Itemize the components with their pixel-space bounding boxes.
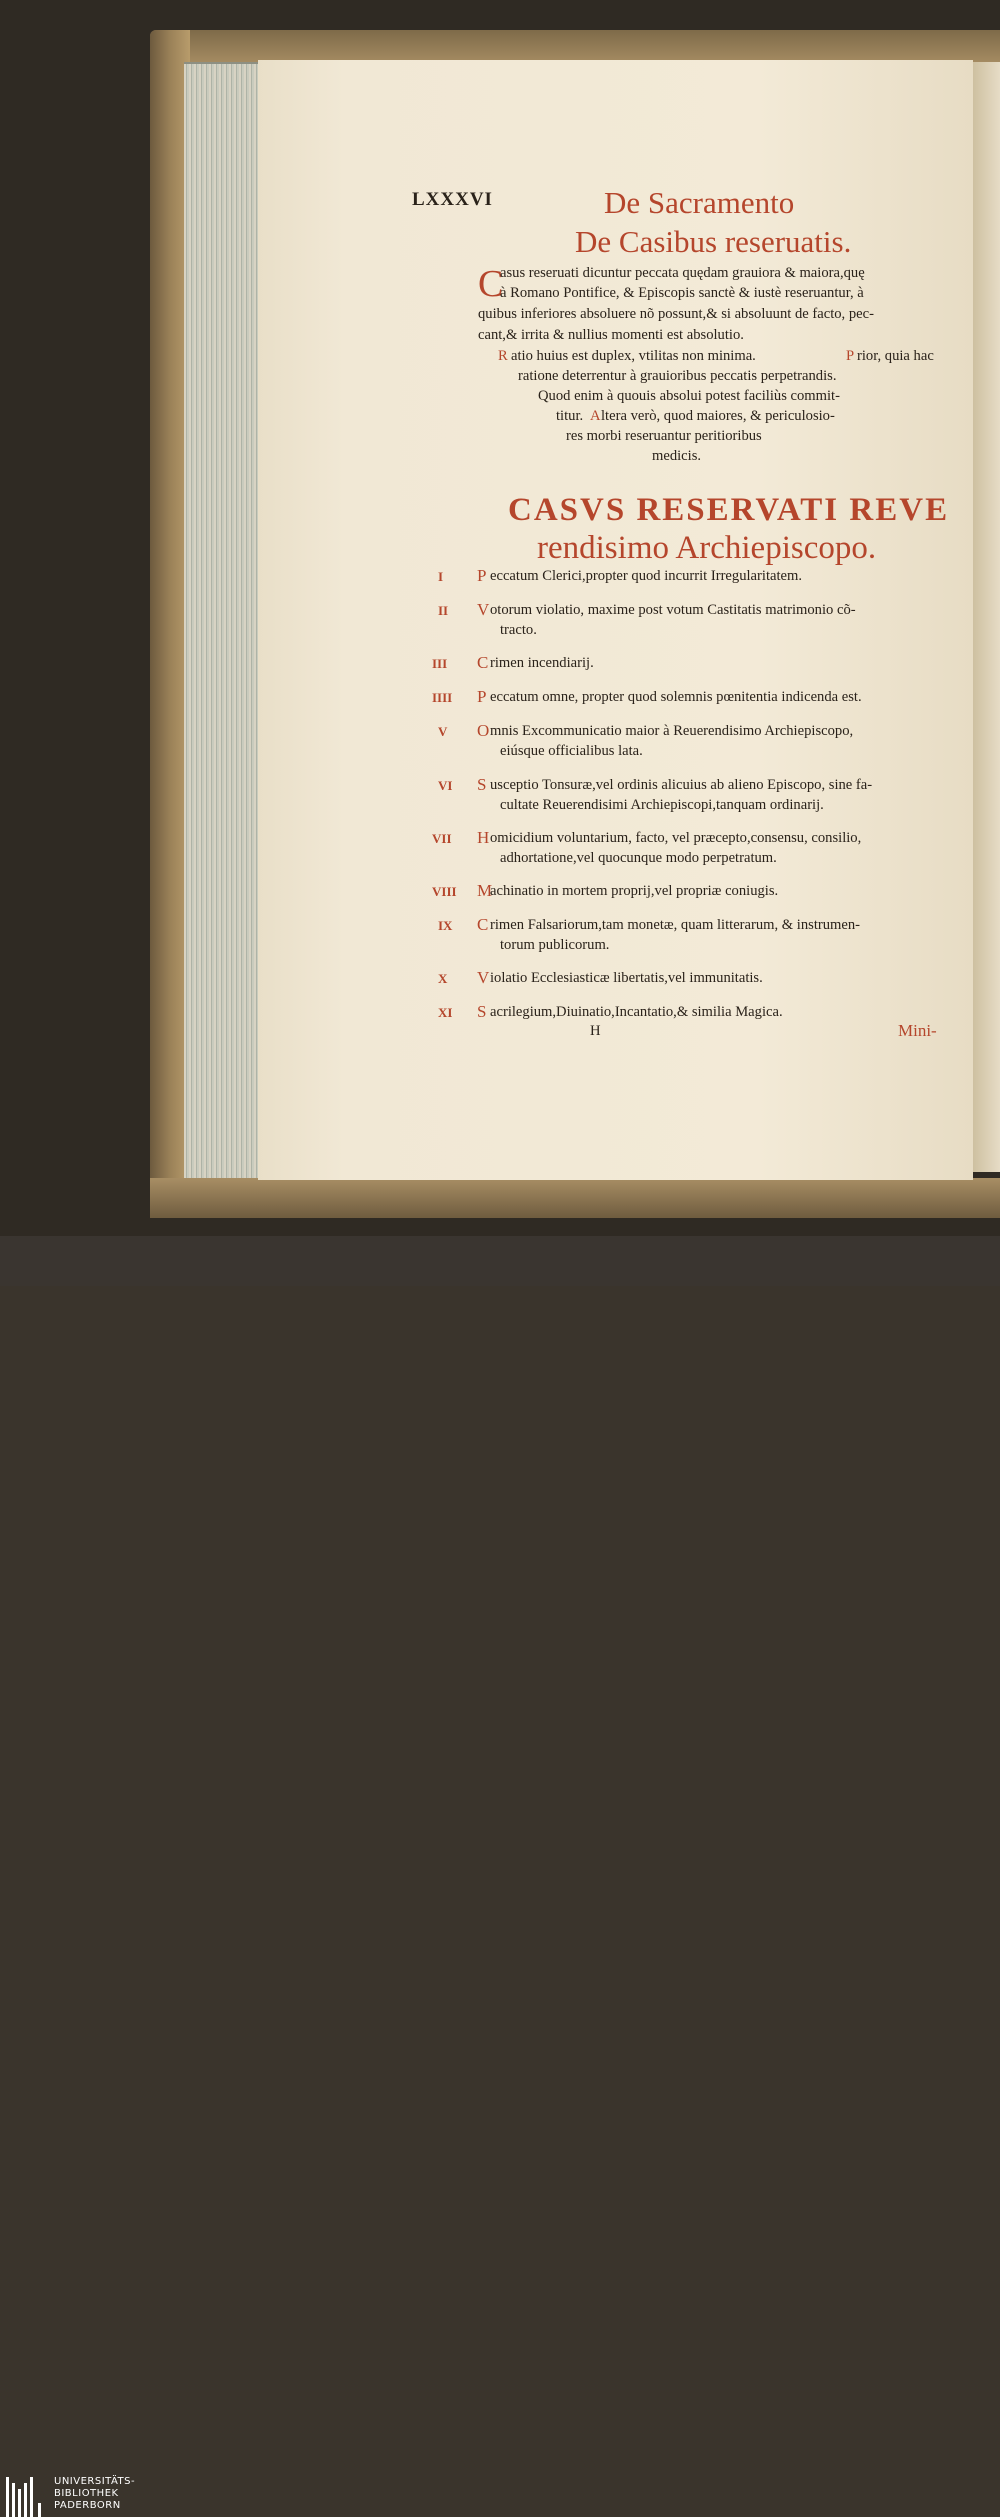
rubric-initial: R [498, 348, 508, 364]
case-number: XI [438, 1005, 453, 1020]
intro-line: quibus inferiores absoluere nõ possunt,& si absoluunt de facto, pec- [478, 306, 874, 322]
institution-name-line: UNIVERSITÄTS- [54, 2476, 136, 2487]
ratio-line: rior, quia hac [857, 348, 934, 364]
rubric-initial: S [477, 1002, 487, 1021]
case-number: IIII [432, 690, 453, 705]
case-text-line: adhortatione,vel quocunque modo perpetratum. [500, 850, 777, 866]
page-title: De Sacramento [604, 185, 795, 220]
case-number: IX [438, 918, 453, 933]
case-text-line: cultate Reuerendisimi Archiepiscopi,tanquam ordinarij. [500, 797, 824, 813]
case-number: V [438, 724, 448, 739]
ratio-line: atio huius est duplex, vtilitas non minima. [511, 348, 756, 364]
rubric-initial: P [846, 348, 855, 364]
case-number: III [432, 656, 448, 671]
book-cover-top [150, 30, 1000, 62]
rubric-initial: M [477, 881, 493, 900]
case-text-line: eccatum Clerici,propter quod incurrit Irregularitatem. [490, 568, 803, 584]
catchword: Mini- [898, 1021, 937, 1040]
ratio-line: medicis. [652, 448, 702, 464]
intro-line: cant,& irrita & nullius momenti est absolutio. [478, 327, 744, 343]
intro-line: à Romano Pontifice, & Episcopis sanctè & iustè reseruantur, à [500, 285, 864, 301]
case-text-line: otorum violatio, maxime post votum Castitatis matrimonio cõ- [490, 602, 856, 618]
section-title: CASVS RESERVATI REVE [508, 492, 950, 528]
case-text-line: achinatio in mortem proprij,vel propriæ coniugis. [490, 883, 779, 899]
library-logo-icon [6, 2477, 46, 2517]
case-number: II [438, 603, 449, 618]
case-number: I [438, 569, 444, 584]
folio-number: LXXXVI [412, 189, 493, 210]
case-text-line: tracto. [500, 622, 537, 638]
case-number: VII [432, 831, 452, 846]
ratio-line: res morbi reseruantur peritioribus [566, 428, 762, 444]
scanned-book-spread [0, 0, 1000, 1236]
case-text-line: eccatum omne, propter quod solemnis pœnitentia indicenda est. [490, 689, 862, 705]
ratio-line: ltera verò, quod maiores, & periculosio- [601, 408, 835, 424]
case-text-line: acrilegium,Diuinatio,Incantatio,& similia Magica. [490, 1004, 783, 1020]
library-footer [0, 1236, 1000, 2511]
rubric-initial: V [477, 968, 490, 987]
drop-capital: C [478, 263, 504, 305]
case-text-line: torum publicorum. [500, 937, 610, 953]
case-number: VIII [432, 884, 457, 899]
case-text-line: mnis Excommunicatio maior à Reuerendisimo Archiepiscopo, [490, 723, 854, 739]
case-text-line: rimen Falsariorum,tam monetæ, quam litterarum, & instrumen- [490, 917, 861, 933]
signature-mark: H [590, 1023, 601, 1039]
case-text-line: omicidium voluntarium, facto, vel præcepto,consensu, consilio, [490, 830, 862, 846]
facing-page-edge [972, 62, 1000, 1172]
case-text-line: iolatio Ecclesiasticæ libertatis,vel immunitatis. [490, 970, 763, 986]
rubric-initial: S [477, 775, 487, 794]
case-text-line: eiúsque officialibus lata. [500, 743, 643, 759]
rubric-initial: P [477, 566, 487, 585]
rubric-initial: P [477, 687, 487, 706]
section-heading: De Casibus reseruatis. [575, 224, 852, 259]
ratio-line: ratione deterrentur à grauioribus peccatis perpetrandis. [518, 368, 837, 384]
rubric-initial: O [477, 721, 490, 740]
section-title-continued: rendisimo Archiepiscopo. [537, 530, 877, 566]
institution-name-line: PADERBORN [54, 2500, 121, 2511]
case-text-line: rimen incendiarij. [490, 655, 594, 671]
case-number: VI [438, 778, 453, 793]
case-number: X [438, 971, 448, 986]
page-edges [184, 62, 262, 1182]
case-text-line: usceptio Tonsuræ,vel ordinis alicuius ab alieno Episcopo, sine fa- [490, 777, 873, 793]
rubric-initial: C [477, 915, 489, 934]
rubric-initial: V [477, 600, 490, 619]
rubric-initial: A [590, 408, 601, 424]
book-cover-bottom [150, 1178, 1000, 1218]
intro-line: asus reseruati dicuntur peccata quędam grauiora & maiora,quę [500, 265, 865, 281]
rubric-initial: C [477, 653, 489, 672]
ratio-line: Quod enim à quouis absolui potest faciliùs commit- [538, 388, 840, 404]
institution-name-line: BIBLIOTHEK [54, 2488, 119, 2499]
rubric-initial: H [477, 828, 490, 847]
ratio-line: titur. [556, 408, 584, 424]
